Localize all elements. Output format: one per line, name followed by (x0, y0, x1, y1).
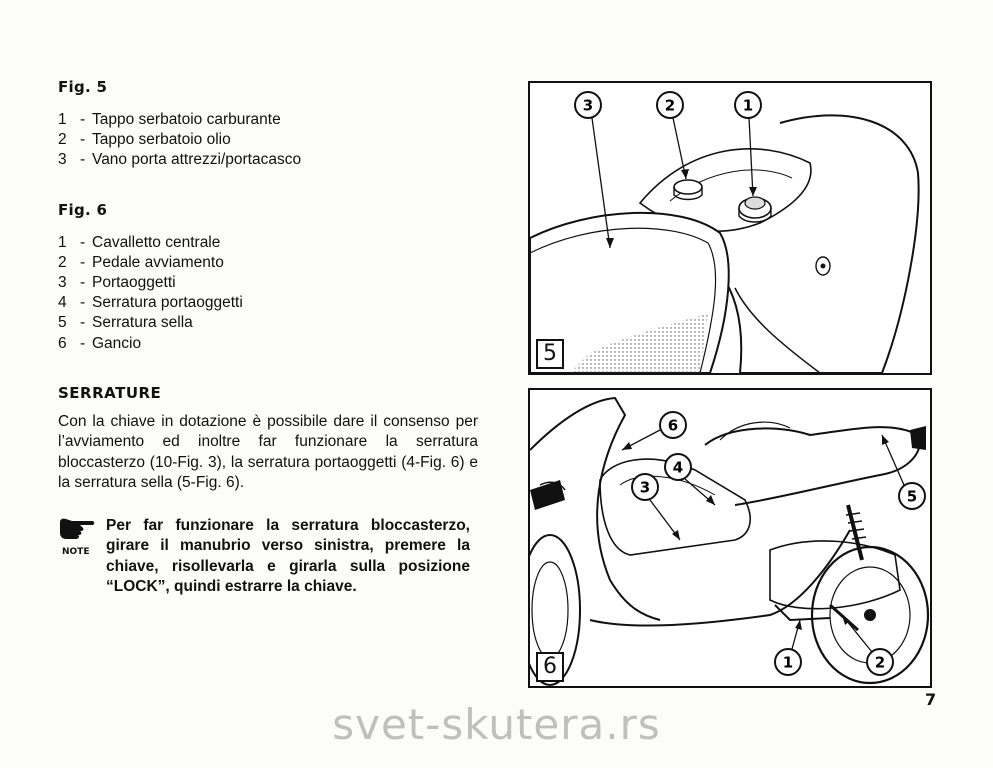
fig6-heading: Fig. 6 (58, 200, 108, 219)
fig5-illustration (530, 83, 930, 373)
svg-text:2: 2 (664, 96, 676, 115)
fig6-callout-1 (775, 620, 802, 675)
svg-text:6: 6 (667, 416, 679, 435)
figure-5 (528, 81, 932, 375)
legend-item: 3 - Portaoggetti (58, 274, 176, 292)
legend-item: 4 - Serratura portaoggetti (58, 294, 243, 312)
pointing-hand-icon (58, 516, 98, 560)
fig6-callout-3 (632, 474, 680, 540)
fig5-heading: Fig. 5 (58, 78, 108, 96)
page-number: 7 (925, 690, 937, 709)
svg-text:1: 1 (742, 96, 754, 115)
svg-text:4: 4 (672, 458, 684, 477)
svg-text:2: 2 (874, 653, 886, 672)
svg-text:3: 3 (582, 96, 594, 115)
note-block (58, 516, 470, 597)
fig5-legend (58, 110, 478, 171)
svg-text:1: 1 (782, 653, 794, 672)
watermark: svet-skutera.rs (332, 700, 661, 749)
fig5-callout-1 (735, 92, 761, 196)
legend-item: 5 - Serratura sella (58, 314, 193, 332)
fig6-number-label: 6 (536, 652, 564, 682)
legend-item: 1 - Tappo serbatoio carburante (58, 111, 281, 128)
figure-6 (528, 388, 932, 688)
fig6-callout-2 (842, 615, 893, 675)
legend-item: 1 - Cavalletto centrale (58, 233, 221, 251)
fig6-illustration (530, 390, 930, 686)
note-icon-label: NOTE (62, 547, 90, 557)
legend-item: 2 - Pedale avviamento (58, 253, 224, 271)
section-body: Con la chiave in dotazione è possibile dare il consenso per l’avviamento ed inoltre far funzionare la serratura bloccasterzo (10-Fig. 3), la serratura portaoggetti (4-Fig. 6) e la serratura sella (5-Fig. 6). (58, 412, 478, 492)
svg-text:5: 5 (906, 487, 918, 506)
svg-text:3: 3 (639, 478, 651, 497)
fig6-callout-4 (665, 454, 715, 505)
section-title: SERRATURE (58, 383, 162, 402)
legend-item: 6 - Gancio (58, 334, 142, 352)
legend-item: 2 - Tappo serbatoio olio (58, 131, 231, 149)
note-text: Per far funzionare la serratura bloccasterzo, girare il manubrio verso sinistra, premere la chiave, risollevarla e girarla sulla posizione “LOCK”, quindi estrarre la chiave. (106, 517, 470, 595)
fig6-callout-6 (622, 412, 686, 450)
legend-item: 3 - Vano porta attrezzi/portacasco (58, 151, 302, 169)
fig6-legend (58, 233, 478, 354)
fig5-number-label: 5 (536, 339, 564, 369)
text-column (58, 78, 478, 494)
